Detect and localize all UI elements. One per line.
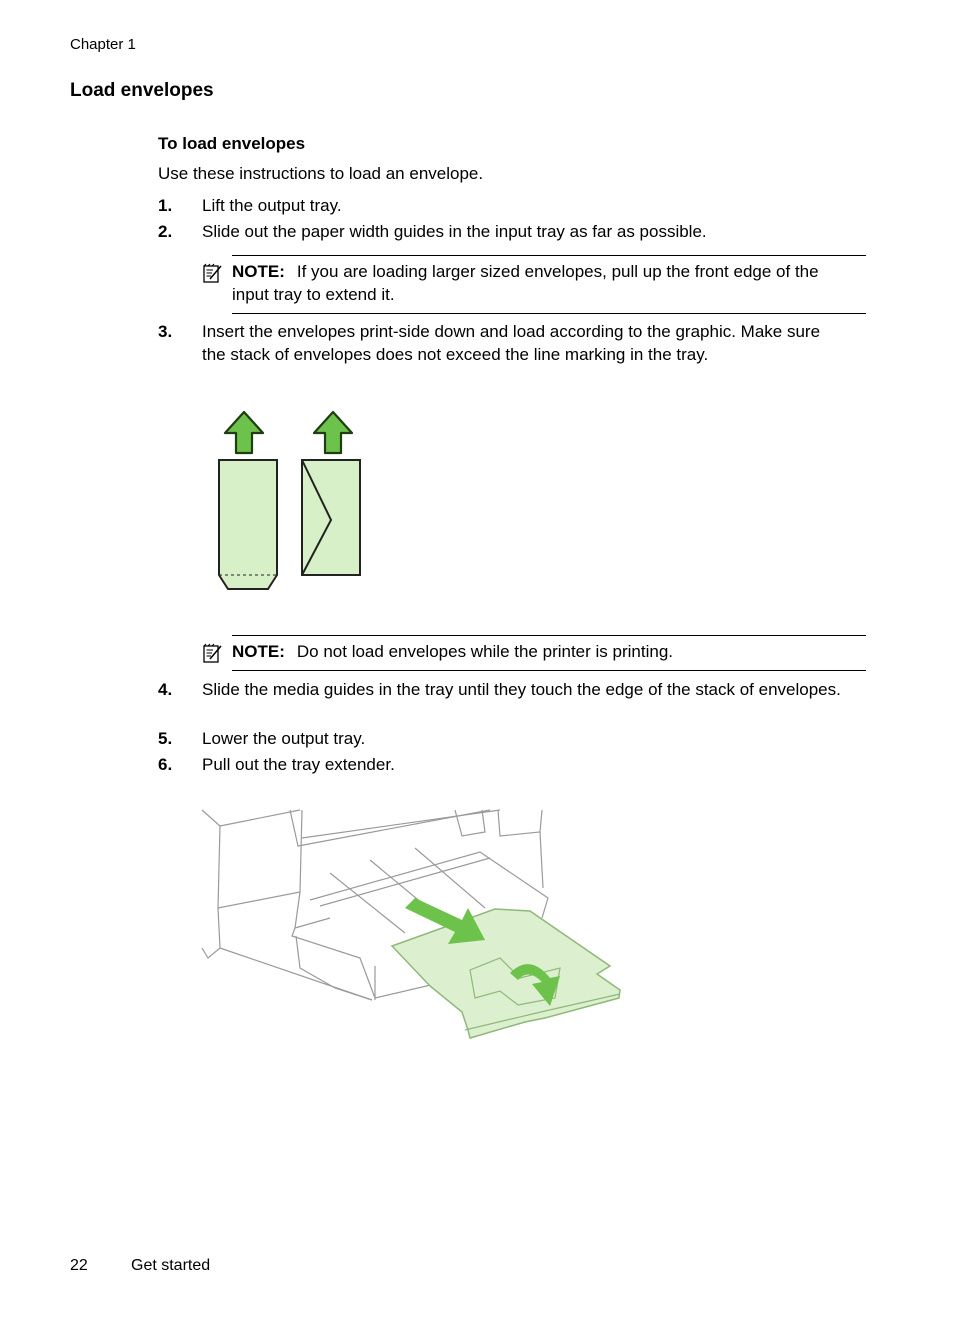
- page-number: 22: [70, 1257, 88, 1274]
- step-text: Slide the media guides in the tray until they touch the edge of the stack of envelopes.: [202, 680, 841, 699]
- note-box: [202, 635, 866, 671]
- envelope-flap-icon: [302, 460, 360, 575]
- note-top-rule: [232, 255, 866, 256]
- section-title: Load envelopes: [70, 80, 214, 101]
- note-icon: [202, 643, 224, 665]
- note-text: If you are loading larger sized envelopes, pull up the front edge of the input tray to extend it.: [232, 262, 819, 304]
- note-bottom-rule: [232, 313, 866, 314]
- envelope-back-icon: [219, 460, 277, 589]
- footer-section: Get started: [131, 1257, 211, 1274]
- note-body: [232, 641, 852, 664]
- step-number: 3.: [158, 322, 173, 341]
- note-text: Do not load envelopes while the printer is printing.: [296, 642, 673, 661]
- step-text: Lower the output tray.: [202, 729, 366, 748]
- note-top-rule: [232, 635, 866, 636]
- tray-extender: [392, 909, 620, 1038]
- step-text: Slide out the paper width guides in the input tray as far as possible.: [202, 222, 707, 241]
- note-body: [232, 261, 852, 306]
- note-label: NOTE:: [232, 642, 285, 661]
- step-number: 2.: [158, 222, 173, 241]
- chapter-label: Chapter 1: [70, 36, 136, 53]
- procedure-title: To load envelopes: [158, 134, 306, 153]
- envelope-orientation-illustration: [210, 405, 370, 597]
- tray-extender-illustration: [200, 808, 625, 1046]
- step-text: Insert the envelopes print-side down and load according to the graphic. Make sure the stack of envelopes does not exceed the line marking in the tray.: [202, 322, 821, 364]
- step-text: Lift the output tray.: [202, 196, 342, 215]
- note-icon: [202, 263, 224, 285]
- note-label: NOTE:: [232, 262, 285, 281]
- up-arrow-icon: [314, 412, 352, 453]
- note-bottom-rule: [232, 670, 866, 671]
- intro-text: Use these instructions to load an envelope.: [158, 164, 484, 183]
- note-box: [202, 255, 866, 315]
- step-number: 6.: [158, 755, 173, 774]
- step-number: 4.: [158, 680, 173, 699]
- step-text: Pull out the tray extender.: [202, 755, 395, 774]
- up-arrow-icon: [225, 412, 263, 453]
- step-number: 1.: [158, 196, 173, 215]
- step-number: 5.: [158, 729, 173, 748]
